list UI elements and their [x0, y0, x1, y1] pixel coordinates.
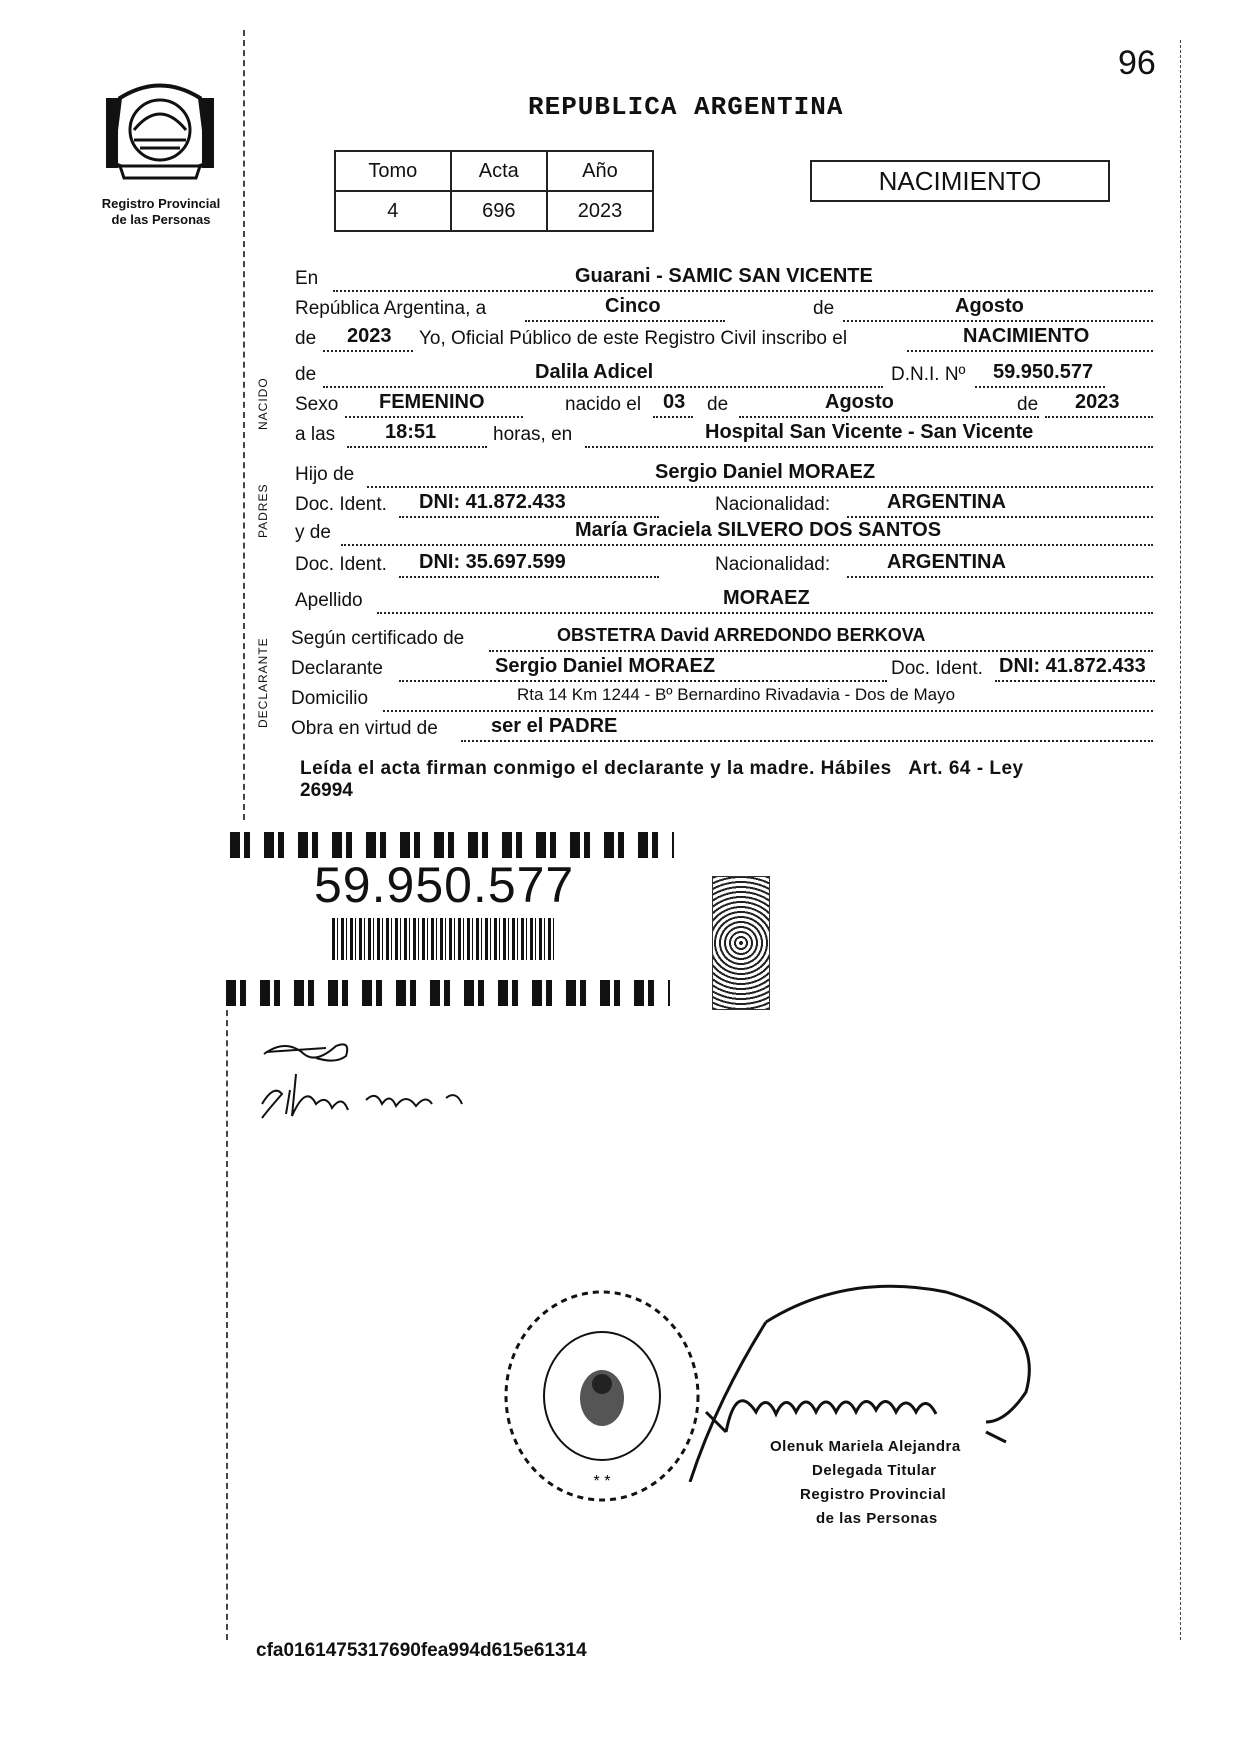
row-domicilio	[291, 685, 1155, 716]
act-type: NACIMIENTO	[878, 166, 1042, 196]
registry-table	[334, 150, 654, 232]
value-madre: María Graciela SILVERO DOS SANTOS	[575, 519, 942, 541]
label-sexo: Sexo	[295, 394, 339, 415]
value-anio: 2023	[347, 325, 392, 347]
row-hora	[295, 421, 1155, 452]
security-band-top	[230, 832, 674, 858]
value-dni: 59.950.577	[993, 361, 1094, 383]
value-en: Guarani - SAMIC SAN VICENTE	[575, 265, 873, 287]
label-de-anio: de	[295, 328, 317, 349]
security-hologram	[712, 876, 770, 1010]
value-declarante: Sergio Daniel MORAEZ	[495, 655, 716, 677]
seal-stamp-icon	[502, 1286, 702, 1506]
value-nacido-mes: Agosto	[825, 391, 894, 413]
row-inscribo	[295, 325, 1155, 356]
label-domicilio: Domicilio	[291, 688, 369, 709]
logo-caption-2: de las Personas	[111, 212, 211, 227]
label-nac-padre: Nacionalidad:	[715, 494, 831, 515]
left-margin-line-lower	[226, 1000, 228, 1640]
row-declarante	[291, 655, 1165, 686]
row-sexo	[295, 391, 1155, 422]
document-hash: cfa0161475317690fea994d615e61314	[256, 1640, 587, 1661]
label-segun: Según certificado de	[291, 628, 465, 649]
label-yde: y de	[295, 522, 331, 543]
closing-text-line-2: 26994	[300, 780, 353, 801]
row-doc-padre	[295, 491, 1155, 522]
official-office-2: de las Personas	[816, 1510, 938, 1527]
table-header-tomo: Tomo	[335, 151, 451, 191]
side-label-declarante: DECLARANTE	[256, 637, 270, 728]
row-apellido	[295, 587, 1155, 618]
value-apellido: MORAEZ	[723, 587, 810, 609]
row-doc-madre	[295, 551, 1155, 582]
value-sexo: FEMENINO	[379, 391, 485, 413]
label-doc-padre: Doc. Ident.	[295, 494, 387, 515]
label-dni: D.N.I. Nº	[891, 364, 966, 385]
table-value-acta: 696	[451, 191, 547, 231]
label-hijo: Hijo de	[295, 464, 355, 485]
label-en: En	[295, 268, 319, 289]
value-doc-declarante: DNI: 41.872.433	[999, 655, 1146, 677]
province-crest-icon	[100, 78, 220, 188]
label-de-nombre: de	[295, 364, 317, 385]
value-hora: 18:51	[385, 421, 437, 443]
row-obra	[291, 715, 1155, 746]
table-header-anio: Año	[547, 151, 653, 191]
value-padre: Sergio Daniel MORAEZ	[655, 461, 876, 483]
barcode	[332, 918, 554, 960]
table-value-tomo: 4	[335, 191, 451, 231]
security-band-bottom	[226, 980, 670, 1006]
label-nacido-de2: de	[1017, 394, 1039, 415]
value-nac-madre: ARGENTINA	[887, 551, 1006, 573]
label-nacido: nacido el	[565, 394, 642, 415]
value-lugar: Hospital San Vicente - San Vicente	[705, 421, 1034, 443]
label-republica: República Argentina, a	[295, 298, 487, 319]
label-obra: Obra en virtud de	[291, 718, 438, 739]
act-type-box	[810, 160, 1110, 202]
svg-text:* *: * *	[593, 1473, 611, 1490]
label-apellido: Apellido	[295, 590, 363, 611]
label-horas: horas, en	[493, 424, 573, 445]
value-mes: Agosto	[955, 295, 1024, 317]
label-declarante: Declarante	[291, 658, 383, 679]
table-header-acta: Acta	[451, 151, 547, 191]
value-nacido-dia: 03	[663, 391, 686, 413]
official-office-1: Registro Provincial	[800, 1486, 947, 1503]
label-nacido-de: de	[707, 394, 729, 415]
value-domicilio: Rta 14 Km 1244 - Bº Bernardino Rivadavia - Dos de Mayo	[517, 685, 956, 704]
page-number: 96	[1118, 44, 1156, 82]
label-doc-madre: Doc. Ident.	[295, 554, 387, 575]
side-label-nacido: NACIDO	[256, 377, 270, 430]
security-number: 59.950.577	[314, 857, 575, 913]
official-name: Olenuk Mariela Alejandra	[770, 1438, 961, 1455]
label-nac-madre: Nacionalidad:	[715, 554, 831, 575]
label-doc-declarante: Doc. Ident.	[891, 658, 983, 679]
label-de-mes: de	[813, 298, 835, 319]
document-title: REPUBLICA ARGENTINA	[528, 92, 844, 122]
value-nac-padre: ARGENTINA	[887, 491, 1006, 513]
value-nombre: Dalila Adicel	[535, 361, 654, 383]
official-title: Delegada Titular	[812, 1462, 937, 1479]
official-seal	[502, 1286, 702, 1506]
label-alas: a las	[295, 424, 336, 445]
right-margin-line	[1180, 40, 1181, 1640]
value-segun: OBSTETRA David ARREDONDO BERKOVA	[557, 625, 926, 645]
value-dia: Cinco	[605, 295, 661, 317]
row-madre	[295, 519, 1155, 550]
row-nombre	[295, 361, 1155, 392]
row-hijo	[295, 461, 1155, 492]
handwritten-signature-icon	[256, 1034, 486, 1124]
value-doc-madre: DNI: 35.697.599	[419, 551, 566, 573]
row-segun	[291, 625, 1155, 656]
table-value-anio: 2023	[547, 191, 653, 231]
row-republica	[295, 295, 1155, 326]
mother-signature	[256, 1034, 486, 1124]
value-doc-padre: DNI: 41.872.433	[419, 491, 566, 513]
label-inscribo: Yo, Oficial Público de este Registro Civil inscribo el	[419, 328, 848, 349]
row-en	[295, 265, 1155, 296]
logo-caption-1: Registro Provincial	[101, 196, 221, 211]
value-inscribo: NACIMIENTO	[963, 325, 1090, 347]
value-obra: ser el PADRE	[491, 715, 618, 737]
left-margin-line	[243, 30, 245, 820]
closing-text-line-1: Leída el acta firman conmigo el declarante y la madre. Hábiles Art. 64 - Ley	[300, 758, 1024, 779]
province-logo	[100, 78, 220, 188]
side-label-padres: PADRES	[256, 483, 270, 538]
value-nacido-anio: 2023	[1075, 391, 1120, 413]
